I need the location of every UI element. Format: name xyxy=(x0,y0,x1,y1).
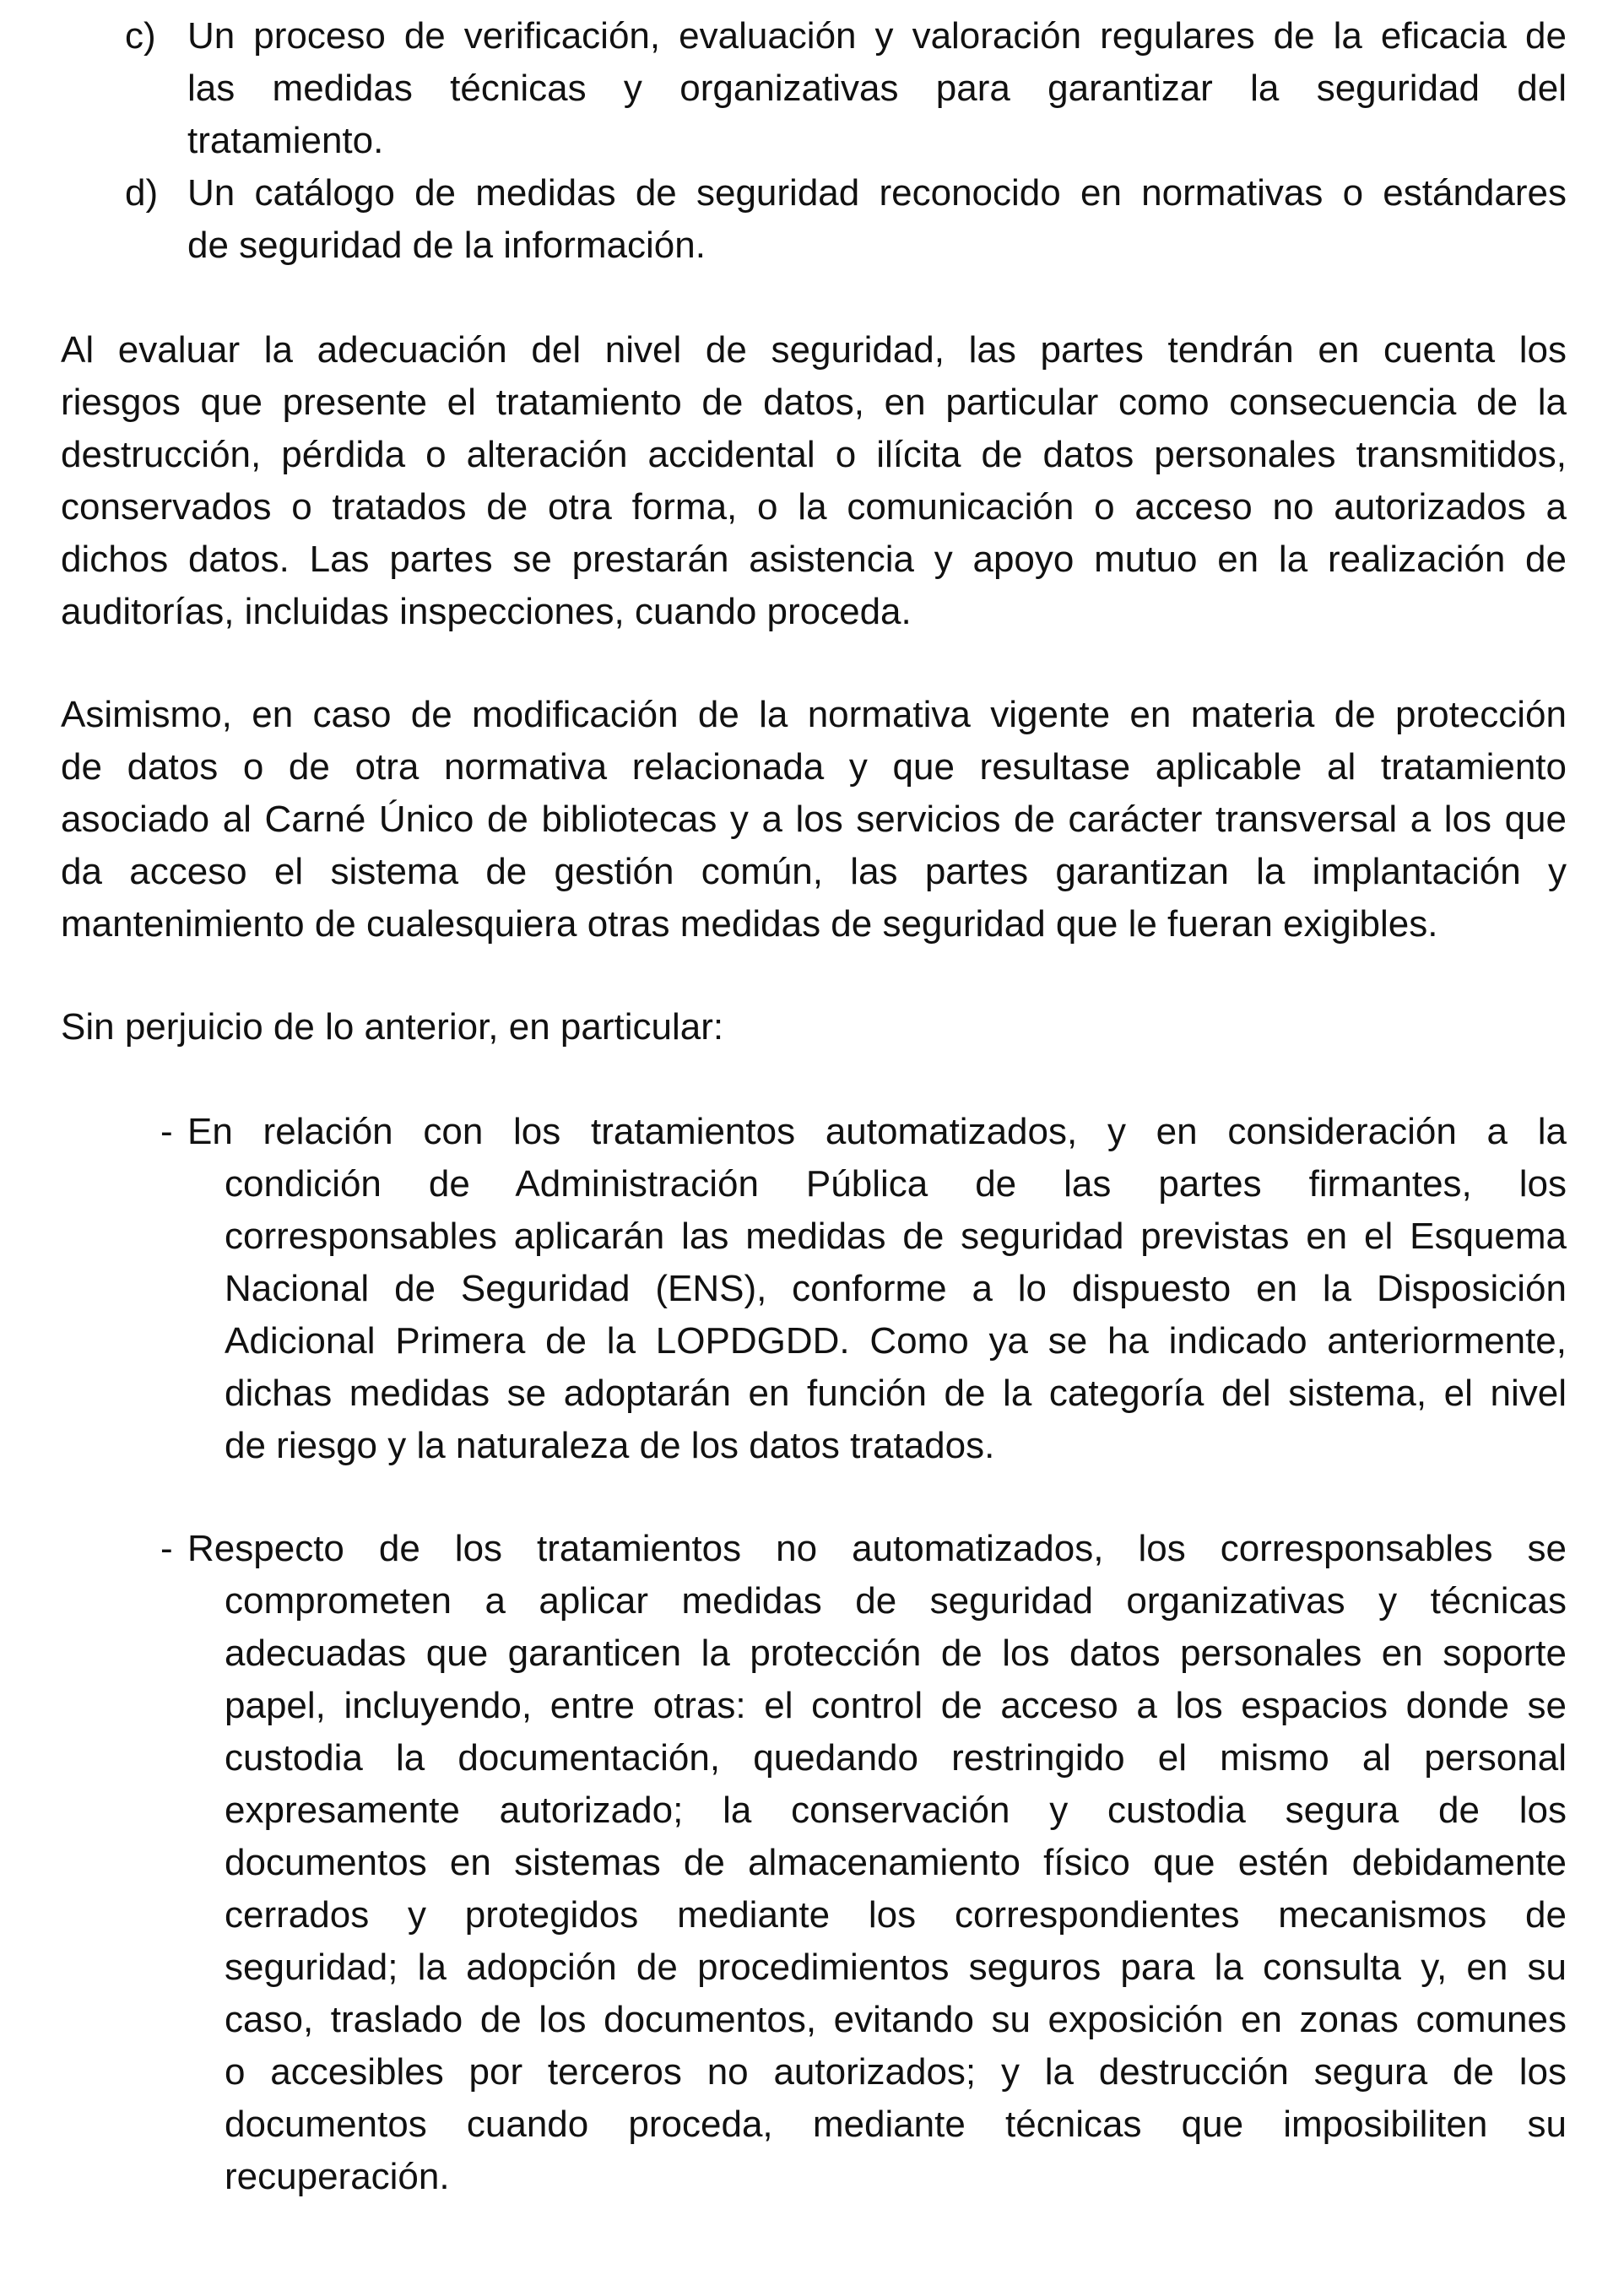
dash-item-2-line-12: documentos cuando proceda, mediante técnicas que imposibiliten su xyxy=(225,2104,1567,2145)
dash-item-1-line-3: corresponsables aplicarán las medidas de seguridad previstas en el Esquema xyxy=(225,1216,1567,1257)
dash-item-2-line-7: documentos en sistemas de almacenamiento físico que estén debidamente xyxy=(225,1842,1567,1883)
paragraph-1-line-4: conservados o tratados de otra forma, o la comunicación o acceso no autorizados a xyxy=(61,486,1567,528)
dash-item-2-line-6: expresamente autorizado; la conservación y custodia segura de los xyxy=(225,1790,1567,1831)
paragraph-1-line-1: Al evaluar la adecuación del nivel de seguridad, las partes tendrán en cuenta los xyxy=(61,329,1567,371)
dash-item-2-line-8: cerrados y protegidos mediante los correspondientes mecanismos de xyxy=(225,1894,1567,1936)
dash-item-1-line-1: En relación con los tratamientos automatizados, y en consideración a la xyxy=(187,1111,1567,1152)
paragraph-3-line-1: Sin perjuicio de lo anterior, en particular: xyxy=(61,1006,724,1048)
paragraph-1-line-5: dichos datos. Las partes se prestarán asistencia y apoyo mutuo en la realización de xyxy=(61,539,1567,580)
dash-item-2-line-5: custodia la documentación, quedando restringido el mismo al personal xyxy=(225,1737,1567,1779)
paragraph-1-line-3: destrucción, pérdida o alteración accidental o ilícita de datos personales transmitidos, xyxy=(61,434,1567,475)
list-item-d-line-2: de seguridad de la información. xyxy=(187,225,706,266)
paragraph-1-line-2: riesgos que presente el tratamiento de datos, en particular como consecuencia de la xyxy=(61,382,1567,423)
list-marker-d: d) xyxy=(125,172,159,214)
list-item-d-line-1: Un catálogo de medidas de seguridad reconocido en normativas o estándares xyxy=(187,172,1567,214)
dash-marker-1: - xyxy=(160,1111,173,1152)
list-item-c-line-1: Un proceso de verificación, evaluación y valoración regulares de la eficacia de xyxy=(187,15,1567,57)
dash-item-2-line-3: adecuadas que garanticen la protección de los datos personales en soporte xyxy=(225,1633,1567,1674)
paragraph-1-line-6: auditorías, incluidas inspecciones, cuando proceda. xyxy=(61,591,912,632)
dash-item-1-line-4: Nacional de Seguridad (ENS), conforme a lo dispuesto en la Disposición xyxy=(225,1268,1567,1309)
dash-item-2-line-9: seguridad; la adopción de procedimientos seguros para la consulta y, en su xyxy=(225,1947,1567,1988)
dash-item-1-line-7: de riesgo y la naturaleza de los datos tratados. xyxy=(225,1425,995,1466)
list-item-c-line-3: tratamiento. xyxy=(187,120,384,161)
list-item-c-line-2: las medidas técnicas y organizativas para garantizar la seguridad del xyxy=(187,68,1567,109)
dash-item-2-line-10: caso, traslado de los documentos, evitando su exposición en zonas comunes xyxy=(225,1999,1567,2040)
dash-item-1-line-2: condición de Administración Pública de las partes firmantes, los xyxy=(225,1163,1567,1205)
dash-item-1-line-6: dichas medidas se adoptarán en función de la categoría del sistema, el nivel xyxy=(225,1373,1567,1414)
paragraph-2-line-2: de datos o de otra normativa relacionada y que resultase aplicable al tratamiento xyxy=(61,746,1567,788)
dash-item-2-line-13: recuperación. xyxy=(225,2156,450,2197)
dash-item-2-line-11: o accesibles por terceros no autorizados; y la destrucción segura de los xyxy=(225,2051,1567,2093)
paragraph-2-line-1: Asimismo, en caso de modificación de la normativa vigente en materia de protección xyxy=(61,694,1567,735)
list-marker-c: c) xyxy=(125,15,156,57)
paragraph-2-line-4: da acceso el sistema de gestión común, las partes garantizan la implantación y xyxy=(61,851,1567,892)
dash-item-2-line-2: comprometen a aplicar medidas de seguridad organizativas y técnicas xyxy=(225,1580,1567,1622)
dash-item-2-line-4: papel, incluyendo, entre otras: el control de acceso a los espacios donde se xyxy=(225,1685,1567,1726)
paragraph-2-line-3: asociado al Carné Único de bibliotecas y a los servicios de carácter transversal a los que xyxy=(61,799,1567,840)
dash-item-1-line-5: Adicional Primera de la LOPDGDD. Como ya se ha indicado anteriormente, xyxy=(225,1320,1567,1362)
paragraph-2-line-5: mantenimiento de cualesquiera otras medidas de seguridad que le fueran exigibles. xyxy=(61,903,1438,945)
dash-marker-2: - xyxy=(160,1528,173,1569)
dash-item-2-line-1: Respecto de los tratamientos no automatizados, los corresponsables se xyxy=(187,1528,1567,1569)
